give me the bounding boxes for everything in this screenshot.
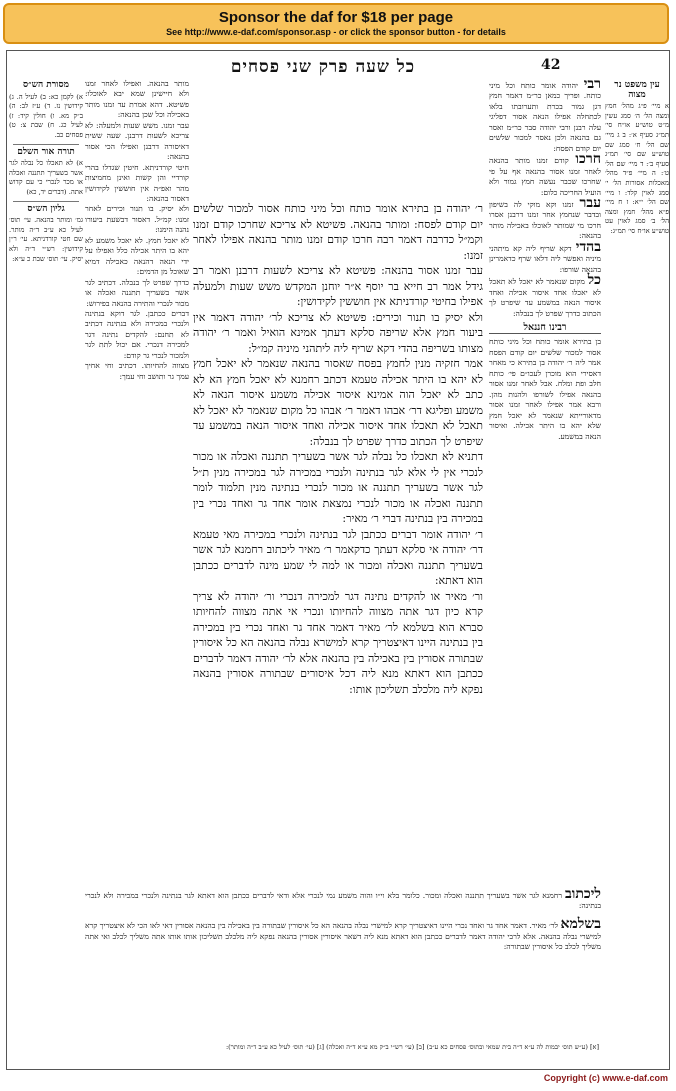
gilyon-hashas-text: גמ׳ ומותר בהנאה. עי׳ תוס׳ לעיל כא ע״ב ד״ה מותר. שם חטי קורדניתא. עי׳ ר״ן קידושין: רש״י ד״ה ולא יסיק. עי׳ תוס׳ שבת כ ע״א: (9, 216, 83, 263)
talmud-page (6, 50, 670, 1070)
dibur-hamatchil: חרכו (575, 151, 601, 168)
rabbeinu-chananel-text: בן בתירא אומר כותח וכל מיני כותח אסור למכור שלשים יום קודם הפסח אמר ליה ר׳ יהודה בן בתירא כי מאחר דאסירי הוא מוכרן לעכו״ם פי׳ כותח חלב ופת ומלח. אבל לאחר זמנו אסור בהנאה אפילו לשורפו ולהנות מהן. ורבא אמר אפילו לאחר זמנו אסור מדאורייתא שנאמר לא יאכל חמץ שלא יהא בו היתר אכילה. ואיסור הנאה במשמע. (489, 337, 601, 441)
sponsor-banner[interactable] (3, 3, 669, 44)
bottom-entry-2 (85, 916, 601, 953)
tosafot-entry-1 (489, 79, 601, 154)
rashi-paragraph: מותר בהנאה. ואפילו לאחר זמנו ולא חיישינן שמא יבא לאוכלו: פשיטא. דהא אמרת עד זמנו מותר באכילה וכל שכן בהנאה: (85, 79, 189, 120)
tosafot-entry-5 (489, 272, 601, 319)
page-number: 42 (541, 57, 561, 73)
tosafot-entry-4 (489, 238, 601, 275)
page-header-title: כל שעה פרק שני פסחים (230, 57, 416, 77)
gemara-paragraph: ור׳ מאיר או להקדים נתינה דגר למכירה דנכרי ור׳ יהודה לא צריך קרא כיון דגר אתה מצווה להחיותו ונכרי אי אתה מצווה להחיותו סברא הוא בשלמא לר׳ מאיר דאמר אחד גר ואחד נכרי בין במכירה בין בנתינה היינו דאיצטריך קרא למישרא נבלה בהנאה הא כל איסורין שבתורה אסורין בין באכילה בין בהנאה אלא לר׳ יהודה דאמר לדברים ככתבן הוא דאתא מנא ליה דכל איסורים שבתורה אסורין בהנאה נפקא ליה מלכלב תשליכון אותו: (193, 589, 483, 696)
gemara-column (193, 201, 483, 877)
gemara-paragraph: ר׳ יהודה בן בתירא אומר כותח וכל מיני כותח אסור למכור שלשים יום קודם לפסח: ומותר בהנאה. פשיטא לא צריכא שחרכו קודם זמנו וקמ״ל כדרבה דאמר רבה חרכו קודם זמנו מותר בהנאה אפילו לאחר זמנו: (193, 202, 483, 262)
rashi-paragraph: כדרך שפרט לך בנבלה. דכתיב לגר אשר בשעריך תתננה ואכלה או מכור לנכרי והתירה בהנאה בפירוש: (85, 277, 189, 308)
ein-mishpat-title: עין משפט נר מצוה (614, 80, 660, 100)
copyright-link[interactable]: Copyright (c) www.e-daf.com (543, 1073, 668, 1083)
mesores-hashas-text: א) לקמן כא: ב) לעיל ה. ג) קידושין נז. ד) ע״ז לב: ה) ב״ק מא. ו) חולין קיד: ז) לעיל כג. ח) שבת צ: ט) פסחים כב. (9, 92, 83, 139)
ein-mishpat-column (605, 79, 669, 1041)
torah-or-text: א) לא תאכלו כל נבלה לגר אשר בשעריך תתננה ואכלה או מכר לנכרי כי עם קדוש אתה. (דברים יד, כא) (9, 159, 83, 196)
mesores-hashas-column (9, 79, 83, 1041)
divider (13, 144, 79, 145)
tosafot-text: יהודה אומר כותח וכל מיני כותח. ופריך כמאן כר״מ דאמר חמץ דגן גמור בכרת ותערובתו בלאו לכתחלה אפילו הנאה אסור דפליגי עלה רבנן ורבי יהודה סבר כר״מ ואסר גם בהנאה ולכן נאסר למכור שלשים יום קודם הפסח: (489, 81, 601, 153)
rabbeinu-chananel-title: רבינו חננאל (489, 323, 601, 334)
rashi-paragraph: לא יאכל חמץ. לא יאכל משמע לא יהא בו היתר אכילה כלל ואפילו על ידי הנאה דהנאה כאכילה דמיא שאוכל מן הדמים: (85, 235, 189, 277)
gemara-paragraph: דתניא לא תאכלו כל נבלה לגר אשר בשעריך תתננה ואכלה או מכור לנכרי אין לי אלא לגר בנתינה ולנכרי במכירה לגר במכירה מנין ת״ל לגר אשר בשעריך תתננה או מכור לנכרי בנתינה מנין תלמוד לומר תתננה ואכלה או מכור לנכרי נמצאת אומר אחד גר ואחד נכרי בין במכירה בין בנתינה דברי ר׳ מאיר: (193, 450, 483, 525)
tosafot-text: דקא שריף ליה קא מיתהני מיניה ואפשר ליה דלאו שרף כדאמרינן בהנאה שורפו: (489, 243, 601, 274)
rashi-paragraph: עבר זמנו. משש שעות ולמעלה: לא צריכא לשעות דרבנן. שעה ששית דאיסורה דרבנן ואפילו הכי אסור בהנאה: (85, 120, 189, 162)
gilyon-hashas-title: גליון הש״ס (27, 203, 65, 214)
mesores-hashas-title: מסורת הש״ס (23, 80, 69, 90)
rashi-paragraph: ולא יסיק. בו תנור וכירים לאחר זמנו: קמ״ל. דאסור דבשעת ביעורו נהנה הימנו: (85, 204, 189, 235)
torah-or-title: תורה אור השלם (17, 146, 75, 157)
bottom-commentary (85, 881, 601, 1041)
tosafot-text: מקום שנאמר לא יאכל לא תאכל לא יאכלו אחד איסור אכילה ואחד איסור הנאה במשמע עד שיפרט לך הכתוב כדרך שפרט לך בנבלה: (489, 277, 601, 318)
tosafot-text: זמנו וקא מוקי לה בשיפון ובדבר שנחמץ אחר זמנו דרבנן אסרו חרכו מי שמותר לאוכלו באכילה מותר בהנאה: (489, 199, 601, 241)
gemara-paragraph: ולא יסיק בו תנור וכירים: פשיטא לא צריכא לר׳ יהודה דאמר אין ביעור חמץ אלא שריפה סלקא דעתך אמינא הואיל ואמר ר׳ יהודה מצותו בשריפה בהדי דקא שריף ליה ליתהני מיניה קמ״ל: (193, 310, 483, 355)
bottom-text: רחמנא לגר אשר בשעריך תתננה ואכלה ומכור. כלומר בלא וי״ו והוה משמע נמי לנכרי אלא ודאי לדברים ככתבן הוא דאתא לגר בנתינה ולנכרי במכירה ולא לנכרי בנתינה: (85, 890, 601, 911)
dibur-hamatchil: ליכתוב (565, 885, 601, 902)
dibur-hamatchil: כל (587, 272, 601, 289)
gemara-paragraph: אמר חזקיה מנין לחמץ בפסח שאסור בהנאה שנאמר לא יאכל חמץ לא יהא בו היתר אכילה טעמא דכתב רחמנא לא יאכל חמץ הא לא כתב לא יאכל הוה אמינא איסור אכילה משמע איסור הנאה לא משמע ופליגא דר׳ אבהו דאמר ר׳ אבהו כל מקום שנאמר לא יאכל לא תאכל לא תאכלו אחד איסור אכילה ואחד איסור הנאה במשמע עד שיפרט לך הכתוב כדרך שפרט לך בנבלה: (193, 357, 483, 448)
rashi-paragraph: מצווה להחיותו. דכתיב וחי אחיך עמך גר ותושב וחי עמך: (85, 361, 189, 381)
gemara-paragraph: עבר זמנו אסור בהנאה: פשיטא לא צריכא לשעות דרבנן ואמר רב גידל אמר רב חייא בר יוסף א״ר יוחנן המקדש משש שעות ולמעלה אפילו בחיטי קורדניתא אין חוששין לקידושין: (193, 264, 483, 308)
sponsor-title: Sponsor the daf for $18 per page (218, 9, 454, 26)
sponsor-subtitle[interactable]: See http://www.e-daf.com/sponsor.asp - or click the sponsor button - for details (166, 27, 506, 37)
tosafot-entry-3 (489, 194, 601, 242)
dibur-hamatchil: עבר (579, 194, 601, 211)
tosafot-text: קודם זמנו מותר בהנאה לאחר זמנו אסור בהנאה אף על פי שחרכו שכבר נעשה חמץ גמור ולא הועיל החריכה כלום: (489, 156, 601, 197)
footnote: [א] (ע״ש תוס׳ יבמות לה ע״א ד״ה בית שמאי ובתוס׳ פסחים כא ע״ב) [ב] (עי׳ רש״י ב״ק מא ע״א ד״ה ואכלה) [ג] (עי׳ תוס׳ לעיל כא ע״ב ד״ה ומותר): (225, 1043, 599, 1051)
bottom-entry-1 (85, 885, 601, 912)
rashi-paragraph: חיטי קורדניתא. חיטין שגדלו בהרי קורדיי והן קשות ואינן מחמיצות מהר ואפ״ה אין חוששין לקידושין דאסור בהנאה: (85, 162, 189, 203)
dibur-hamatchil: בהדי (575, 238, 601, 255)
rashi-paragraph: דברים ככתבן. לגר דוקא בנתינה ולנכרי במכירה ולא בנתינה דכתיב לא תחנם: להקדים נתינה דגר למכירה דנכרי. אם יכול לתת לגר ולמכור לנכרי גר קודם: (85, 308, 189, 360)
bottom-text: לר׳ מאיר. דאמר אחד גר ואחד נכרי היינו דאיצטריך קרא למישרי נבלה בהנאה הא כל איסורין שבתורה בין באכילה בין בהנאה אסורין דאי לאו הכי לא איצטריך קרא למישרי נבלה בהנאה. אלא לרבי יהודה דאמר לדברים ככתבן הוא דאתא מנא ליה דשאר איסורין אסורין בהנאה נפקא ליה מלכלב תשליכון אותו אותו אתה משליך לכלב ואי אתה משליך לכלב כל איסורין שבתורה: (85, 921, 601, 952)
divider (13, 201, 79, 202)
ein-mishpat-text: א מיי׳ פ״ג מהל׳ חמץ ומצה הל׳ ה׳ סמג עשין מ״ט טוש״ע או״ח סי׳ תמ״ג סעיף א׳: ב ג מיי׳ שם הל׳ ח׳ סמג שם טוש״ע שם סי׳ תמ״ג סעיף ב׳: ד מיי׳ שם הל׳ ט׳: ה מיי׳ פ״ד מהל׳ מאכלות אסורות הל׳ י׳ סמג לאוין קלד: ו מיי׳ שם הל׳ י״א: ז ח מיי׳ פ״א מהל׳ חמץ ומצה הל׳ ב׳ סמג לאוין עט טוש״ע או״ח סי׳ תמ״ג: (605, 102, 669, 235)
gemara-paragraph: ר׳ יהודה אומר דברים ככתבן לגר בנתינה ולנכרי במכירה מאי טעמא דר׳ יהודה אי סלקא דעתך כדקאמר ר׳ מאיר ליכתוב רחמנא לגר אשר בשעריך תתננה ואכלה ומכור או למה לי שמע מינה לדברים ככתבן הוא דאתא: (193, 527, 483, 587)
dibur-hamatchil: בשלמא (560, 916, 601, 933)
tosafot-entry-2 (489, 151, 601, 198)
dibur-hamatchil: רבי (583, 79, 601, 92)
